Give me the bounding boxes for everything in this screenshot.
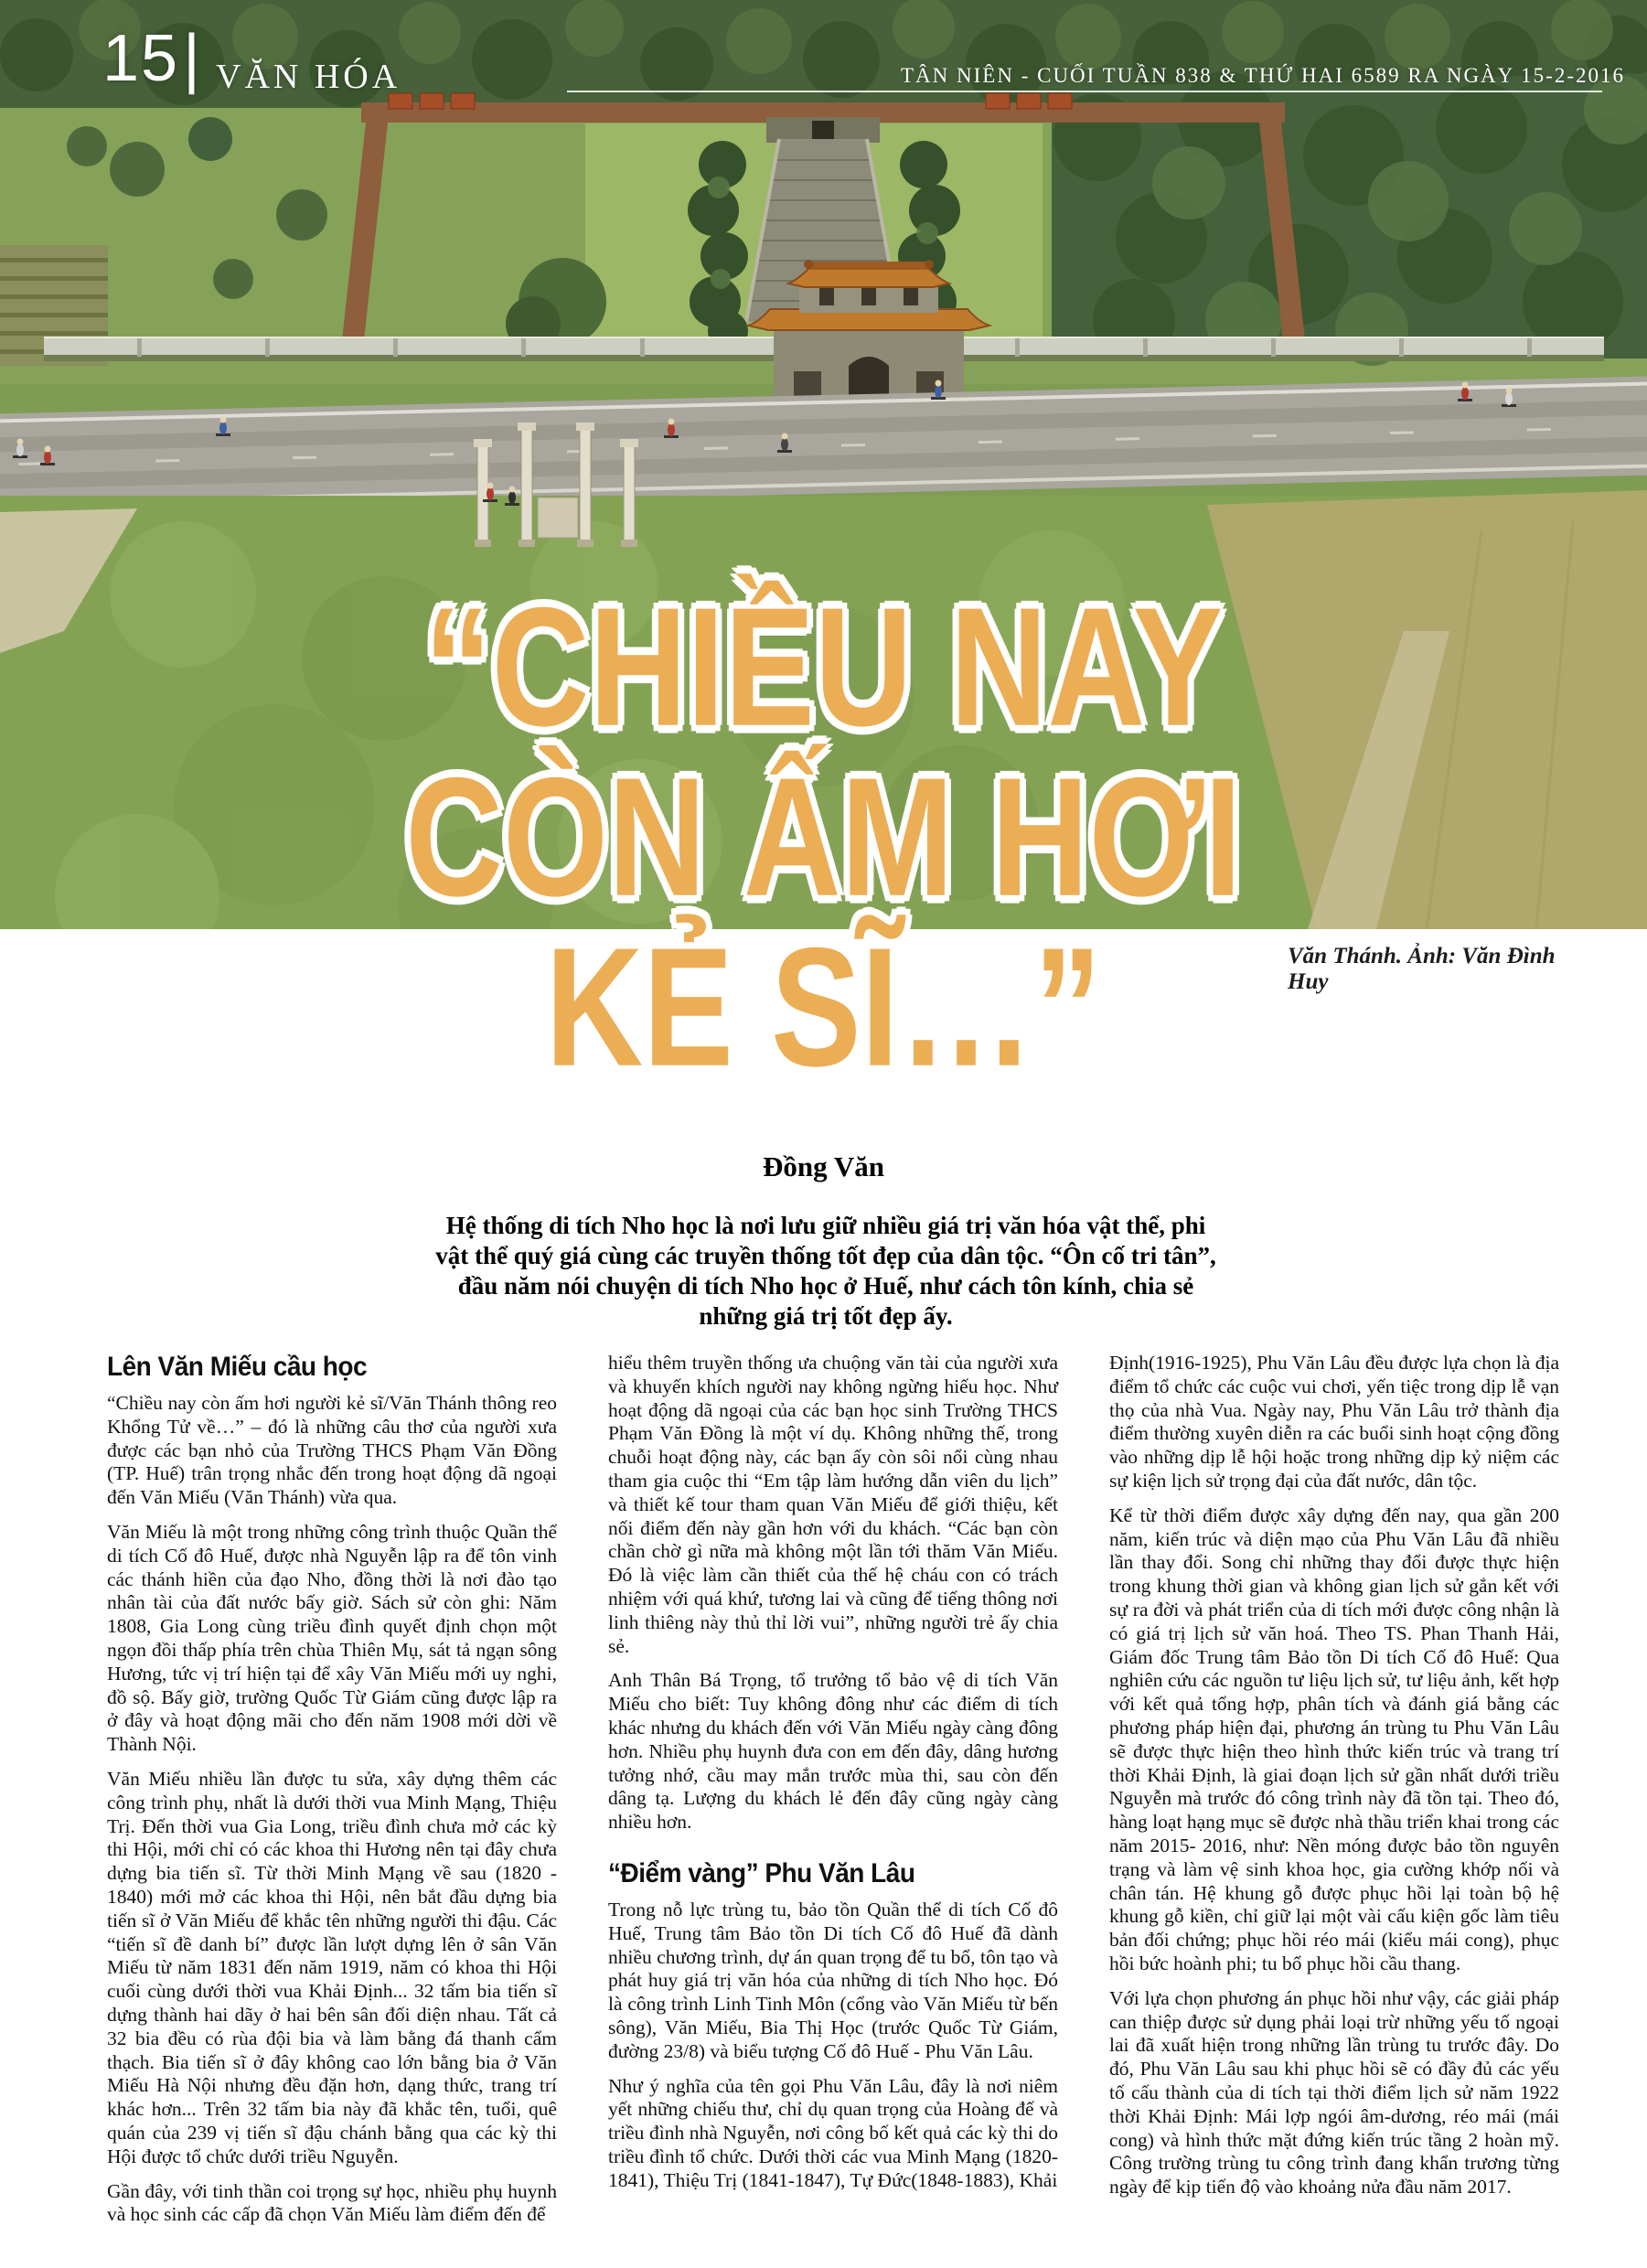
body-paragraph: Định(1916-1925), Phu Văn Lâu đều được lựa chọn là địa điểm tổ chức các cuộc vui chơi, yến tiệc trong dịp lễ vạn thọ của nhà Vua. Ngày nay, Phu Văn Lâu trở thành địa điểm thường xuyên diễn ra các buổi sinh hoạt cộng đồng vào những dịp lễ hội hoặc trong những dịp kỷ niệm các sự kiện lịch sử trọng đại của đất nước, dân tộc. [1109, 1352, 1559, 1492]
main-headline [0, 572, 1647, 1102]
page-number: 15| [102, 22, 202, 95]
body-paragraph: Anh Thân Bá Trọng, tổ trưởng tổ bảo vệ di tích Văn Miếu cho biết: Tuy không đông như các điểm di tích khác nhưng du khách đến với Văn Miếu ngày càng đông hơn. Nhiều phụ huynh đưa con em đến đây, dâng hương tưởng nhớ, cầu may mắn trước mùa thi, sau còn đến dâng tạ. Lượng du khách lẻ đến đây cũng ngày càng nhiều hơn. [608, 1669, 1058, 1834]
page-number-separator: | [183, 22, 202, 95]
body-paragraph: “Chiều nay còn ấm hơi người kẻ sĩ/Văn Thánh thông reo Khổng Tử về…” – đó là những câu thơ của người xưa được các bạn nhỏ của Trường THCS Phạm Văn Đồng (TP. Huế) trân trọng nhắc đến trong hoạt động dã ngoại đến Văn Miếu (Văn Thánh) vừa qua. [107, 1392, 557, 1509]
masthead-rule [567, 91, 1602, 92]
headline-line-1: “CHIỀU NAY [423, 572, 1224, 762]
body-paragraph: Văn Miếu là một trong những công trình thuộc Quần thể di tích Cố đô Huế, được nhà Nguyễn lập ra để tôn vinh các thánh hiền của đạo Nho, đồng thời là nơi đào tạo nhân tài của đất nước bấy giờ. Sách sử còn ghi: Năm 1808, Gia Long cùng triều đình quyết định chọn một ngọn đồi thấp phía trên chùa Thiên Mụ, sát tả ngạn sông Hương, tức vị trí hiện tại để xây Văn Miếu mới uy nghi, đồ sộ. Bấy giờ, trường Quốc Từ Giám cũng được lập ra ở đây và hoạt động mãi cho đến năm 1908 mới dời về Thành Nội. [107, 1520, 557, 1756]
article-columns [107, 1352, 1561, 2238]
body-paragraph: Với lựa chọn phương án phục hồi như vậy, các giải pháp can thiệp được sử dụng phải loại trừ những yếu tố ngoại lai đã xuất hiện trong những lần trùng tu trước đây. Do đó, Phu Văn Lâu sau khi phục hồi sẽ có đầy đủ các yếu tố cấu thành của di tích tại thời điểm lịch sử năm 1922 thời Khải Định: Mái lợp ngói âm-dương, réo mái (mái cong) và hình thức mặt đứng kiến trúc tầng 2 hoàn mỹ. Công trường trùng tu công trình đang khẩn trương từng ngày để kịp tiến độ vào khoảng nửa đầu năm 2017. [1109, 1986, 1559, 2198]
article-column-1 [107, 1352, 557, 2238]
article-column-2 [608, 1352, 1058, 2238]
section-subhead: “Điểm vàng” Phu Văn Lâu [608, 1857, 915, 1888]
section-subhead: Lên Văn Miếu cầu học [107, 1352, 368, 1382]
body-paragraph: Văn Miếu nhiều lần được tu sửa, xây dựng thêm các công trình phụ, nhất là dưới thời vua Minh Mạng, Thiệu Trị. Đến thời vua Gia Long, triều đình chưa mở các kỳ thi Hội, mới chỉ có các khoa thi Hương nên tại đây chưa dựng bia tiến sĩ. Từ thời Minh Mạng về sau (1820 - 1840) mới mở các khoa thi Hội, nên bắt đầu dựng bia tiến sĩ ở Văn Miếu để khắc tên những người thi đậu. Các “tiến sĩ đề danh bí” được lần lượt dựng lên ở sân Văn Miếu từ năm 1831 đến năm 1919, năm có khoa thi Hội cuối cùng dưới thời vua Khải Định... 32 tấm bia tiến sĩ dựng thành hai dãy ở hai bên sân đối diện nhau. Tất cả 32 bia đều có rùa đội bia và làm bằng đá thanh cẩm thạch. Bia tiến sĩ ở đây không cao lớn bằng bia ở Văn Miếu Hà Nội nhưng đều đặn hơn, dạng thức, trang trí khác hơn... Trên 32 tấm bia này đã khắc tên, tuổi, quê quán của 239 vị tiến sĩ đậu chánh bằng qua các kỳ thi Hội được tổ chức dưới triều Nguyễn. [107, 1767, 557, 2167]
byline: Đồng Văn [763, 1150, 884, 1182]
body-paragraph: hiểu thêm truyền thống ưa chuộng văn tài của người xưa và khuyến khích người nay không ngừng hiếu học. Như hoạt động dã ngoại của các bạn học sinh Trường THCS Phạm Văn Đồng là một ví dụ. Không những thế, trong chuỗi hoạt động này, các bạn ấy còn sôi nổi cùng nhau tham gia cuộc thi “Em tập làm hướng dẫn viên du lịch” và thiết kế tour tham quan Văn Miếu để giới thiệu, kết nối điểm đến này gần hơn với du khách. “Các bạn còn chần chờ gì nữa mà không một lần tới thăm Văn Miếu. Đó là việc làm cần thiết của thế hệ cháu con có trách nhiệm với quá khứ, tương lai và cũng để tiếng thông nơi linh thiêng này thủ thỉ lời vui”, những người trẻ ấy chia sẻ. [608, 1352, 1058, 1657]
headline-line-3: KẺ SĨ…” [545, 912, 1102, 1102]
lead-paragraph: Hệ thống di tích Nho học là nơi lưu giữ nhiều giá trị văn hóa vật thể, phi vật thể quý giá cùng các truyền thống tốt đẹp của dân tộc. “Ôn cố tri tân”, đầu năm nói chuyện di tích Nho học ở Huế, như cách tôn kính, chia sẻ những giá trị tốt đẹp ấy. [435, 1212, 1216, 1330]
headline-line-2: CÒN ẤM HƠI [405, 742, 1242, 932]
article-column-3 [1109, 1352, 1559, 2238]
body-paragraph: Gần đây, với tinh thần coi trọng sự học, nhiều phụ huynh và học sinh các cấp đã chọn Văn Miếu làm điểm đến để [107, 2179, 557, 2226]
body-paragraph: Kể từ thời điểm được xây dựng đến nay, qua gần 200 năm, kiến trúc và diện mạo của Phu Văn Lâu đã nhiều lần thay đổi. Song chỉ những thay đổi được thực hiện trong khung thời gian và không gian lịch sử gắn kết với sự ra đời và phát triển của di tích mới được công nhận là có giá trị lịch sử văn hoá. Theo TS. Phan Thanh Hải, Giám đốc Trung tâm Bảo tồn Di tích Cố đô Huế: Qua nghiên cứu các nguồn tư liệu lịch sử, tư liệu ảnh, kết hợp với kết quả tổng hợp, phân tích và đánh giá bằng các phương pháp hiện đại, phương án trùng tu Phu Văn Lâu sẽ được thực hiện theo hình thức kiến trúc và trang trí thời Khải Định, là giai đoạn lịch sử gần nhất dưới triều Nguyễn mà trước đó công trình này đã tồn tại. Theo đó, hàng loạt hạng mục sẽ được nhà thầu triển khai trong các năm 2015- 2016, như: Nền móng được bảo tồn nguyên trạng và làm vệ sinh khoa học, gia cường khớp nối và chân tán. Hệ khung gỗ được phục hồi lại toàn bộ hệ khung gỗ kiền, chỉ giữ lại một vài cấu kiện gốc làm tiêu bản đối chứng; phục hồi réo mái (kiểu mái cong), phục hồi bức hoành phi; tu bổ phục hồi cầu thang. [1109, 1503, 1559, 1974]
body-paragraph: Trong nỗ lực trùng tu, bảo tồn Quần thể di tích Cố đô Huế, Trung tâm Bảo tồn Di tích Cố đô Huế đã dành nhiều chương trình, dự án quan trọng để tu bổ, tôn tạo và phát huy giá trị văn hóa của những di tích Nho học. Đó là công trình Linh Tinh Môn (cổng vào Văn Miếu từ bến sông), Văn Miếu, Bia Thị Học (trước Quốc Từ Giám, đường 23/8) và biểu tượng Cố đô Huế - Phu Văn Lâu. [608, 1898, 1058, 2062]
photo-caption: Văn Thánh. Ảnh: Văn Đình Huy [1288, 944, 1556, 994]
body-paragraph: Như ý nghĩa của tên gọi Phu Văn Lâu, đây là nơi niêm yết những chiếu thư, chỉ dụ quan trọng của Hoàng đế và triều đình nhà Nguyễn, nơi công bố kết quả các kỳ thi do triều đình tổ chức. Dưới thời các vua Minh Mạng (1820-1841), Thiệu Trị (1841-1847), Tự Đức(1848-1883), Khải [608, 2074, 1058, 2191]
edition-dateline: TÂN NIÊN - CUỐI TUẦN 838 & THỨ HAI 6589 RA NGÀY 15-2-2016 [901, 64, 1625, 87]
section-title: VĂN HÓA [216, 58, 401, 96]
masthead [0, 0, 1647, 110]
